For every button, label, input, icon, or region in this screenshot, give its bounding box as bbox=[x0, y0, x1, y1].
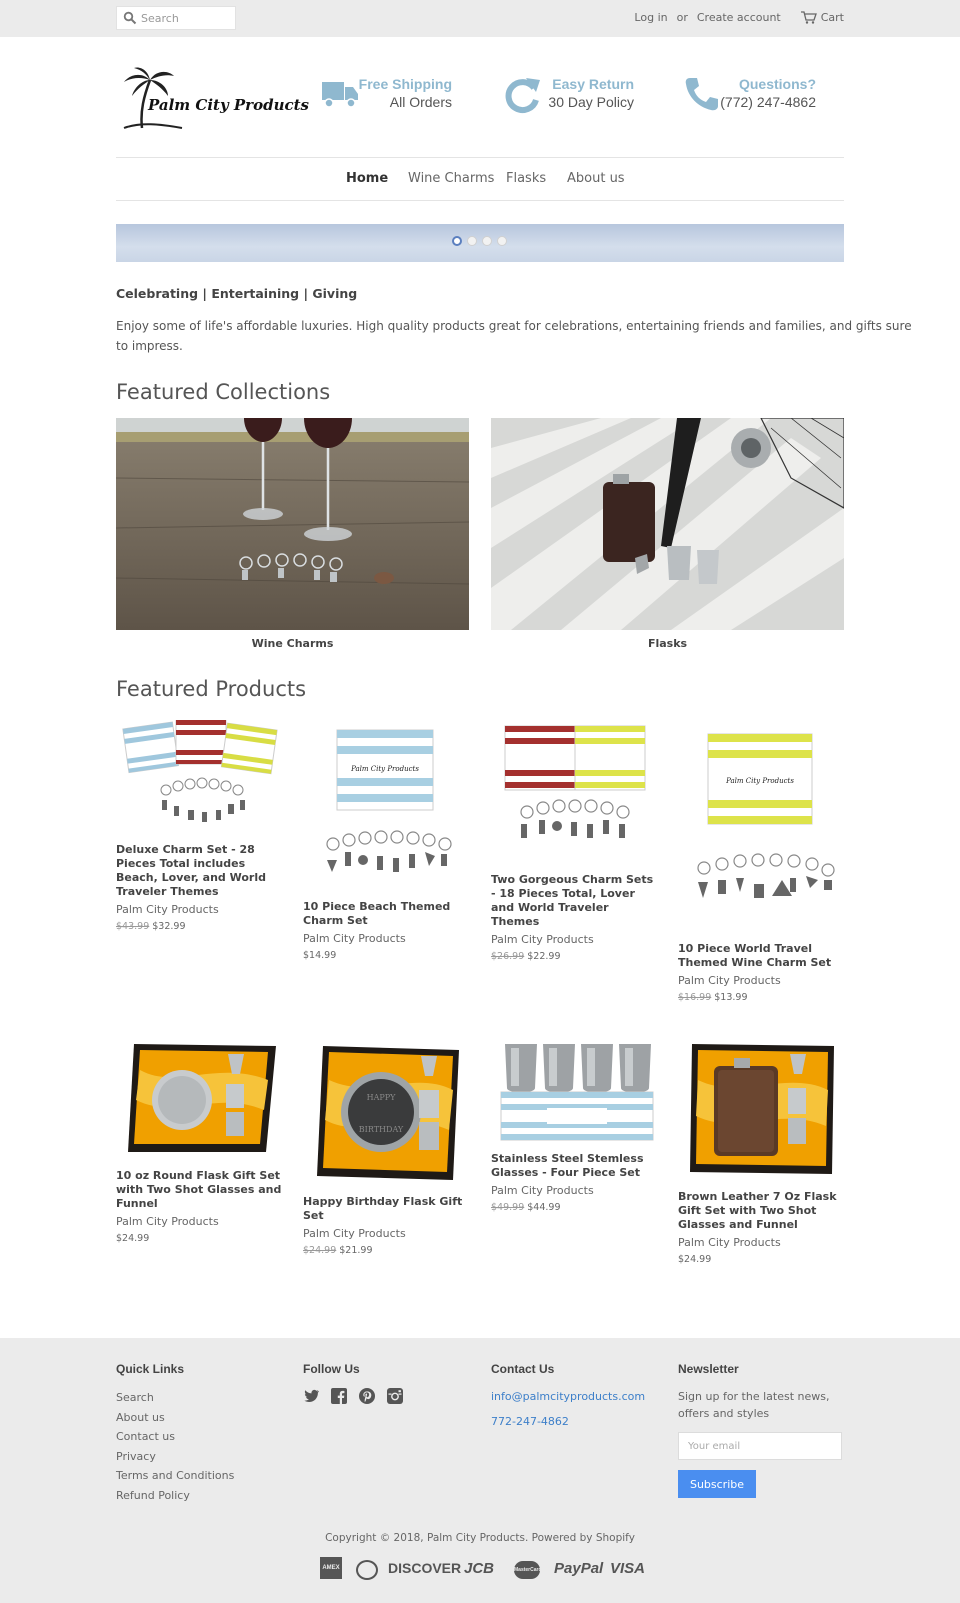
feature-subtitle[interactable]: (772) 247-4862 bbox=[720, 94, 816, 110]
search-icon bbox=[123, 11, 137, 25]
sale-price: $14.99 bbox=[303, 950, 337, 961]
product-title[interactable]: 10 Piece World Travel Themed Wine Charm Set bbox=[678, 942, 832, 969]
product-vendor: Palm City Products bbox=[678, 1236, 781, 1249]
product-vendor: Palm City Products bbox=[491, 1184, 594, 1197]
slider-dot[interactable] bbox=[482, 236, 492, 246]
footer-heading: Quick Links bbox=[116, 1362, 185, 1376]
twitter-icon[interactable] bbox=[303, 1388, 319, 1404]
product-vendor: Palm City Products bbox=[116, 903, 219, 916]
product-title[interactable]: Two Gorgeous Charm Sets - 18 Pieces Total, Lover and World Traveler Themes bbox=[491, 873, 654, 928]
feature-subtitle: 30 Day Policy bbox=[548, 94, 634, 110]
feature-shipping bbox=[322, 76, 452, 118]
amex-icon: AMEX bbox=[320, 1557, 342, 1579]
product-vendor: Palm City Products bbox=[116, 1215, 219, 1228]
site-footer bbox=[0, 1338, 960, 1603]
product-price bbox=[116, 1233, 284, 1244]
footer-quick-links bbox=[116, 1362, 286, 1505]
product-card[interactable] bbox=[678, 1040, 846, 1265]
product-price bbox=[303, 950, 471, 961]
subscribe-button[interactable]: Subscribe bbox=[678, 1470, 756, 1498]
product-price bbox=[116, 921, 284, 932]
product-image[interactable] bbox=[303, 1040, 471, 1189]
intro-text: Enjoy some of life's affordable luxuries. High quality products great for celebrations, entertaining friends and families, and gifts sure to impress. bbox=[116, 319, 912, 353]
site-logo[interactable] bbox=[120, 66, 309, 132]
collection-flasks-label[interactable]: Flasks bbox=[647, 637, 688, 650]
product-price bbox=[678, 992, 846, 1003]
footer-heading: Newsletter bbox=[678, 1362, 739, 1376]
search-box[interactable] bbox=[116, 6, 236, 30]
collection-wine-charms-image[interactable] bbox=[116, 418, 469, 630]
footer-heading: Contact Us bbox=[491, 1362, 555, 1376]
product-image[interactable] bbox=[303, 720, 471, 894]
product-price bbox=[678, 1254, 846, 1265]
truck-icon bbox=[322, 76, 360, 108]
product-title[interactable]: 10 oz Round Flask Gift Set with Two Shot Glasses and Funnel bbox=[116, 1169, 282, 1210]
slider-dot[interactable] bbox=[452, 236, 462, 246]
product-image[interactable] bbox=[116, 1040, 284, 1163]
product-vendor: Palm City Products bbox=[678, 974, 781, 987]
product-price bbox=[491, 951, 659, 962]
footer-link-about[interactable]: About us bbox=[116, 1410, 165, 1424]
product-card[interactable] bbox=[491, 720, 659, 962]
cart-icon[interactable] bbox=[801, 11, 817, 24]
nav-home[interactable]: Home bbox=[346, 171, 389, 186]
product-title[interactable]: Stainless Steel Stemless Glasses - Four Piece Set bbox=[491, 1152, 644, 1179]
product-card[interactable] bbox=[116, 1040, 284, 1244]
compare-price: $43.99 bbox=[116, 921, 150, 932]
product-image[interactable] bbox=[678, 1040, 846, 1184]
footer-heading: Follow Us bbox=[303, 1362, 360, 1376]
main-nav bbox=[116, 158, 844, 200]
login-link[interactable]: Log in bbox=[634, 11, 668, 24]
diners-icon bbox=[356, 1560, 378, 1580]
svg-text:Palm City Products: Palm City Products bbox=[351, 765, 419, 773]
feature-return bbox=[504, 76, 634, 118]
featured-collections-heading: Featured Collections bbox=[116, 380, 331, 404]
sale-price: $13.99 bbox=[714, 992, 748, 1003]
top-bar bbox=[0, 0, 960, 37]
copyright-text: Copyright © 2018, Palm City Products. Powered by Shopify bbox=[325, 1532, 635, 1544]
footer-link-refund[interactable]: Refund Policy bbox=[116, 1488, 190, 1502]
sale-price: $44.99 bbox=[527, 1202, 561, 1213]
product-card[interactable] bbox=[678, 720, 846, 1003]
product-card[interactable] bbox=[116, 720, 284, 932]
feature-subtitle: All Orders bbox=[389, 94, 452, 110]
product-title[interactable]: 10 Piece Beach Themed Charm Set bbox=[303, 900, 451, 927]
divider bbox=[116, 200, 844, 201]
logo-text: Palm City Products bbox=[148, 96, 309, 114]
footer-contact bbox=[491, 1362, 661, 1434]
footer-link-terms[interactable]: Terms and Conditions bbox=[116, 1469, 235, 1482]
compare-price: $26.99 bbox=[491, 951, 525, 962]
footer-newsletter bbox=[678, 1362, 848, 1498]
payment-icons bbox=[316, 1558, 644, 1582]
compare-price: $24.99 bbox=[303, 1245, 337, 1256]
product-vendor: Palm City Products bbox=[303, 1227, 406, 1240]
sale-price: $24.99 bbox=[116, 1233, 150, 1244]
collection-wine-charms-label[interactable]: Wine Charms bbox=[251, 637, 334, 650]
footer-link-contact[interactable]: Contact us bbox=[116, 1430, 175, 1443]
hero-slider bbox=[116, 224, 844, 262]
nav-flasks[interactable]: Flasks bbox=[506, 171, 547, 186]
feature-title: Questions? bbox=[738, 76, 816, 92]
footer-link-privacy[interactable]: Privacy bbox=[116, 1449, 156, 1463]
product-card[interactable] bbox=[303, 720, 471, 961]
create-account-link[interactable]: Create account bbox=[696, 11, 781, 24]
compare-price: $49.99 bbox=[491, 1202, 525, 1213]
product-title[interactable]: Brown Leather 7 Oz Flask Gift Set with Two Shot Glasses and Funnel bbox=[678, 1190, 837, 1231]
svg-text:HAPPY: HAPPY bbox=[366, 1093, 396, 1102]
product-price bbox=[303, 1245, 471, 1256]
search-input[interactable] bbox=[141, 9, 233, 27]
mastercard-icon: MasterCard bbox=[514, 1561, 540, 1579]
jcb-icon: JCB bbox=[464, 1560, 495, 1577]
phone-icon bbox=[684, 76, 720, 112]
product-image[interactable] bbox=[678, 720, 846, 936]
nav-wine-charms[interactable]: Wine Charms bbox=[408, 171, 495, 186]
sale-price: $22.99 bbox=[527, 951, 561, 962]
product-vendor: Palm City Products bbox=[491, 933, 594, 946]
feature-questions bbox=[684, 76, 816, 118]
product-price bbox=[491, 1202, 659, 1213]
svg-text:Palm City Products: Palm City Products bbox=[726, 777, 794, 785]
featured-products-heading: Featured Products bbox=[116, 677, 307, 701]
product-title[interactable]: Deluxe Charm Set - 28 Pieces Total includes Beach, Lover, and World Traveler Themes bbox=[116, 843, 266, 898]
footer-follow bbox=[303, 1362, 473, 1404]
account-links bbox=[625, 11, 844, 24]
feature-title: Easy Return bbox=[552, 76, 634, 92]
product-card[interactable] bbox=[491, 1040, 659, 1213]
feature-title: Free Shipping bbox=[358, 76, 452, 92]
refresh-icon bbox=[504, 76, 542, 114]
svg-text:BIRTHDAY: BIRTHDAY bbox=[358, 1125, 404, 1134]
product-vendor: Palm City Products bbox=[303, 932, 406, 945]
collection-flasks-image[interactable] bbox=[491, 418, 844, 630]
slider-dot[interactable] bbox=[497, 236, 507, 246]
product-title[interactable]: Happy Birthday Flask Gift Set bbox=[303, 1195, 463, 1222]
compare-price: $16.99 bbox=[678, 992, 712, 1003]
contact-email-link[interactable]: info@palmcityproducts.com bbox=[491, 1390, 646, 1403]
product-card[interactable] bbox=[303, 1040, 471, 1256]
cart-link[interactable]: Cart bbox=[820, 11, 844, 24]
paypal-icon: PayPal bbox=[554, 1560, 604, 1577]
contact-phone-link[interactable]: 772-247-4862 bbox=[491, 1415, 569, 1428]
or-text: or bbox=[676, 11, 688, 24]
sale-price: $21.99 bbox=[339, 1245, 373, 1256]
discover-icon: DISCOVER bbox=[388, 1560, 462, 1576]
newsletter-text: Sign up for the latest news, offers and styles bbox=[678, 1390, 830, 1420]
footer-link-search[interactable]: Search bbox=[116, 1391, 154, 1404]
product-image[interactable] bbox=[491, 1040, 659, 1146]
pinterest-icon[interactable] bbox=[359, 1388, 375, 1404]
nav-about-us[interactable]: About us bbox=[567, 171, 625, 186]
slider-dot[interactable] bbox=[467, 236, 477, 246]
product-image[interactable] bbox=[116, 720, 284, 837]
sale-price: $32.99 bbox=[152, 921, 186, 932]
newsletter-email-input[interactable] bbox=[678, 1432, 842, 1460]
instagram-icon[interactable] bbox=[387, 1388, 403, 1404]
product-image[interactable] bbox=[491, 720, 659, 867]
visa-icon: VISA bbox=[610, 1560, 646, 1577]
facebook-icon[interactable] bbox=[331, 1388, 347, 1404]
tagline: Celebrating | Entertaining | Giving bbox=[116, 286, 358, 301]
sale-price: $24.99 bbox=[678, 1254, 712, 1265]
social-icons bbox=[303, 1388, 473, 1404]
